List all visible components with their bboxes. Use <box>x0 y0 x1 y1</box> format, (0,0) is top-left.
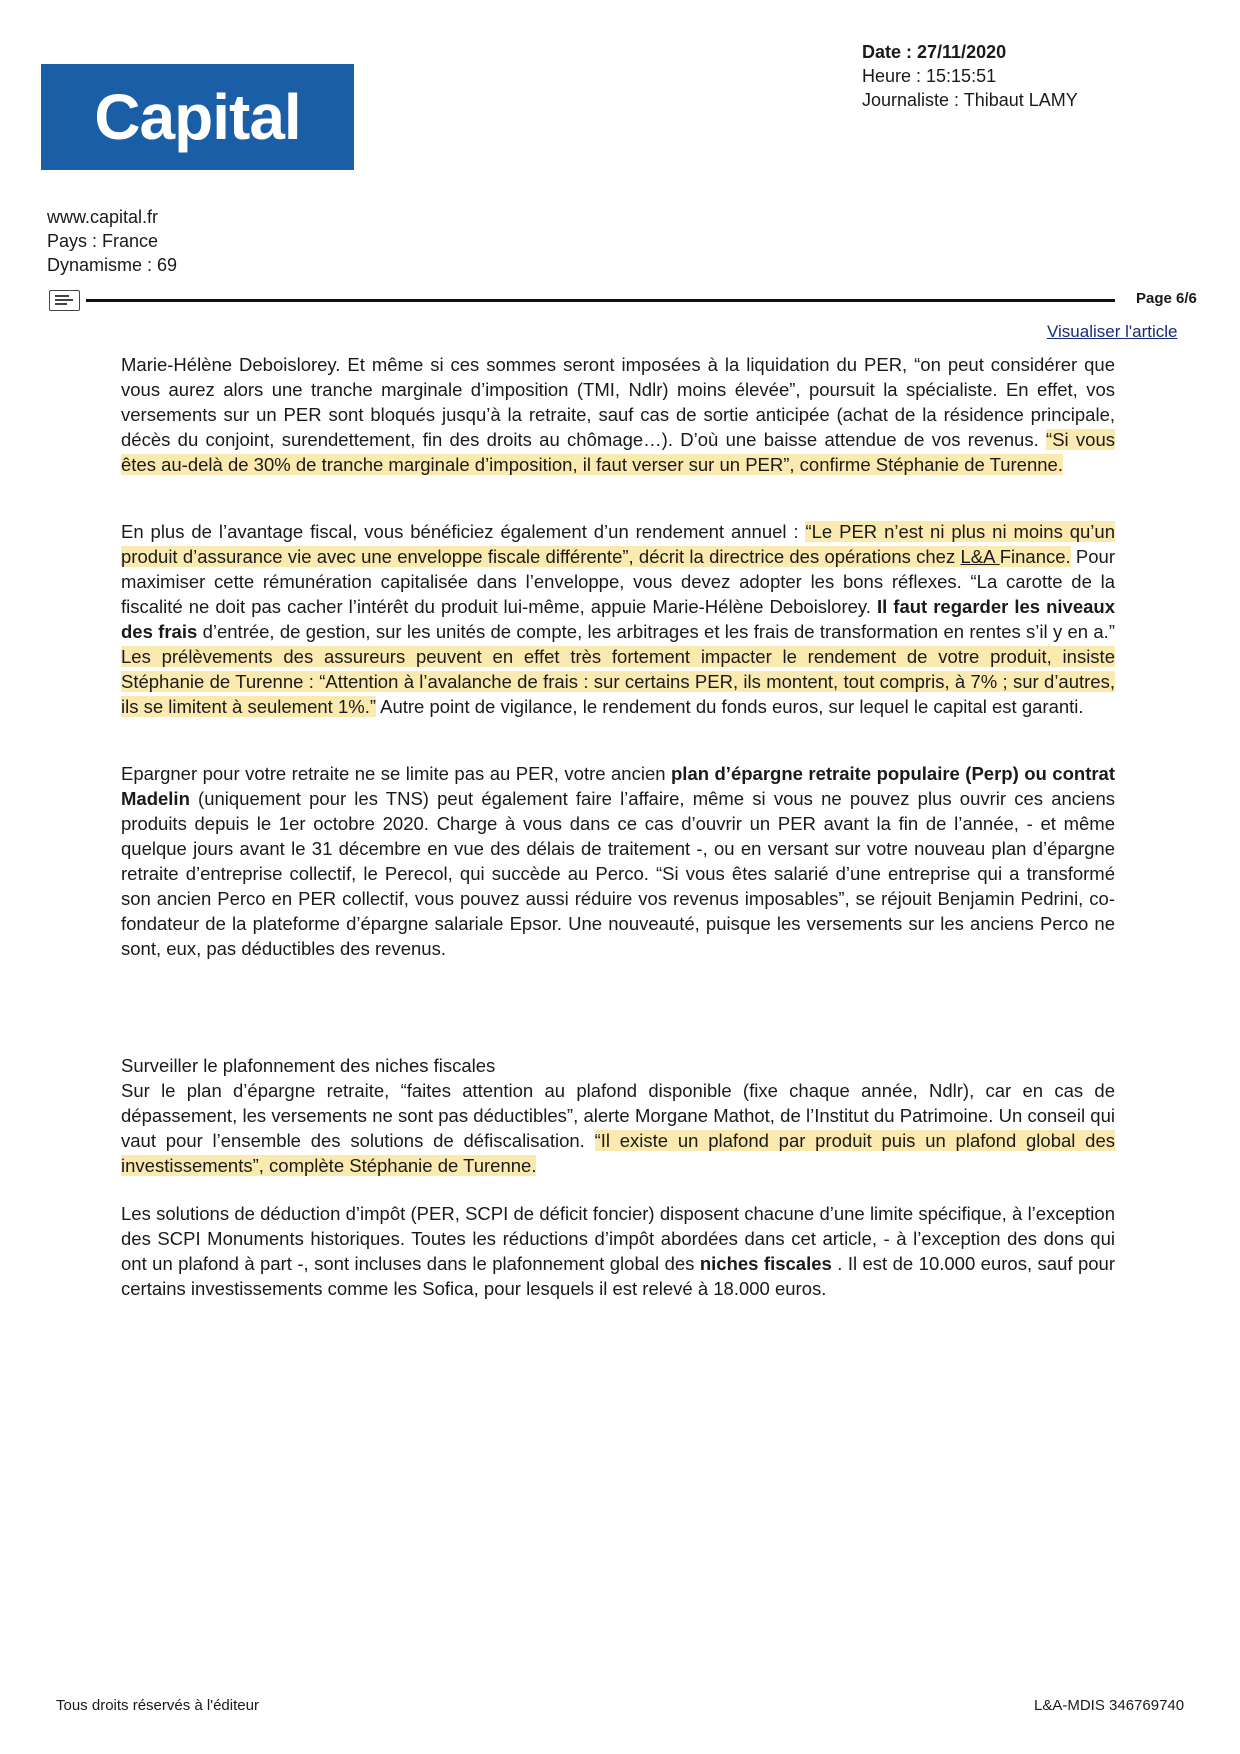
footer-rights: Tous droits réservés à l'éditeur <box>56 1697 259 1714</box>
source-country: Pays : France <box>47 231 159 251</box>
paragraph-2: En plus de l’avantage fiscal, vous bénéficiez également d’un rendement annuel : “Le PER n’est ni plus ni moins qu’un produit d’assurance vie avec une enveloppe fiscale différente”, décrit la directrice des opérations chez L&A Finance. Pour maximiser cette rémunération capitalisée dans l’enveloppe, vous devez adopter les bons réflexes. “La carotte de la fiscalité ne doit pas cacher l’intérêt du produit lui-même, appuie Marie-Hélène Deboislorey. Il faut regarder les niveaux des frais d’entrée, de gestion, sur les unités de compte, les arbitrages et les frais de transformation en rentes s’il y en a.” Les prélèvements des assureurs peuvent en effet très fortement impacter le rendement de votre produit, insiste Stéphanie de Turenne : “Attention à l’avalanche de frais : sur certains PER, ils montent, tout compris, à 7% ; sur d’autres, ils se limitent à seulement 1%.” Autre point de vigilance, le rendement du fonds euros, sur lequel le capital est garanti. <box>121 521 1116 717</box>
paragraph-1: Marie-Hélène Deboislorey. Et même si ces sommes seront imposées à la liquidation du PER, “on peut considérer que vous aurez alors une tranche marginale d’imposition (TMI, Ndlr) moins élevée”, poursuit la spécialiste. En effet, vos versements sur un PER sont bloqués jusqu’à la retraite, sauf cas de sortie anticipée (achat de la résidence principale, décès du conjoint, surendettement, fin des droits au chômage…). D’où une baisse attendue de vos revenus. “Si vous êtes au-delà de 30% de tranche marginale d’imposition, il faut verser sur un PER”, confirme Stéphanie de Turenne. <box>121 354 1116 475</box>
highlight: Les prélèvements des assureurs peuvent en effet très fortement impacter le rendement de votre produit, insiste Stéphanie de Turenne : “Attention à l’avalanche de frais : sur certains PER, ils montent, tout compris, à 7% ; sur d’autres, ils se limitent à seulement 1%.” <box>121 646 1115 717</box>
bold-phrase: Il faut regarder les niveaux des frais <box>121 596 1115 642</box>
source-dynamism: Dynamisme : 69 <box>47 255 178 275</box>
paragraph-3: Epargner pour votre retraite ne se limite pas au PER, votre ancien plan d’épargne retraite populaire (Perp) ou contrat Madelin (uniquement pour les TNS) peut également faire l’affaire, même si vous ne pouvez plus ouvrir ces anciens produits depuis le 1er octobre 2020. Charge à vous dans ce cas d’ouvrir un PER avant la fin de l’année, - et même quelque jours avant le 31 décembre en vue des délais de traitement -, ou en versant sur votre nouveau plan d’épargne retraite d’entreprise collectif, le Perecol, qui succède au Perco. “Si vous êtes salarié d’une entreprise qui a transformé son ancien Perco en PER collectif, vous pouvez aussi réduire vos revenus imposables”, se réjouit Benjamin Pedrini, co-fondateur de la plateforme d’épargne salariale Epsor. Une nouveauté, puisque les versements sur les anciens Perco ne sont, eux, pas déductibles des revenus. <box>121 763 1115 959</box>
highlight: “Le PER n’est ni plus ni moins qu’un produit d’assurance vie avec une enveloppe fiscale différente”, décrit la directrice des opérations chez L&A Finance. <box>121 521 1115 567</box>
highlight: “Il existe un plafond par produit puis un plafond global des investissements”, complète Stéphanie de Turenne. <box>121 1130 1115 1176</box>
time-field: Heure : 15:15:51 <box>862 66 997 86</box>
highlight: “Si vous êtes au-delà de 30% de tranche marginale d’imposition, il faut verser sur un PER”, confirme Stéphanie de Turenne. <box>121 429 1116 475</box>
source-metadata <box>47 205 177 277</box>
bold-phrase: niches fiscales <box>699 1253 832 1274</box>
paragraph-5: Les solutions de déduction d’impôt (PER, SCPI de déficit foncier) disposent chacune d’une limite spécifique, à l’exception des SCPI Monuments historiques. Toutes les réductions d’impôt abordées dans cet article, - à l’exception des dons qui ont un plafond à part -, sont incluses dans le plafonnement global des niches fiscales . Il est de 10.000 euros, sauf pour certains investissements comme les Sofica, pour lesquels il est relevé à 18.000 euros. <box>121 1203 1115 1299</box>
document-icon <box>49 290 80 311</box>
view-article-link[interactable]: Visualiser l'article <box>1047 322 1178 341</box>
footer-reference: L&A-MDIS 346769740 <box>1034 1697 1185 1714</box>
article-metadata <box>862 40 1078 112</box>
capital-logo <box>41 64 354 170</box>
page-number: Page 6/6 <box>1136 290 1197 307</box>
article-body <box>121 352 1115 1301</box>
source-site: www.capital.fr <box>47 207 159 227</box>
logo-text: Capital <box>94 81 301 153</box>
bold-phrase: plan d’épargne retraite populaire (Perp) ou contrat Madelin <box>121 763 1115 809</box>
journalist-field: Journaliste : Thibaut LAMY <box>862 90 1078 110</box>
paragraph-4: Sur le plan d’épargne retraite, “faites attention au plafond disponible (fixe chaque année, Ndlr), car en cas de dépassement, les versements ne sont pas déductibles”, alerte Morgane Mathot, de l’Institut du Patrimoine. Un conseil qui vaut pour l’ensemble des solutions de défiscalisation. “Il existe un plafond par produit puis un plafond global des investissements”, complète Stéphanie de Turenne. <box>121 1080 1115 1176</box>
date-field: Date : 27/11/2020 <box>862 42 1007 62</box>
subheading: Surveiller le plafonnement des niches fiscales <box>121 1055 496 1076</box>
la-finance-link[interactable]: L&A <box>960 546 1000 567</box>
header-divider <box>86 299 1115 302</box>
